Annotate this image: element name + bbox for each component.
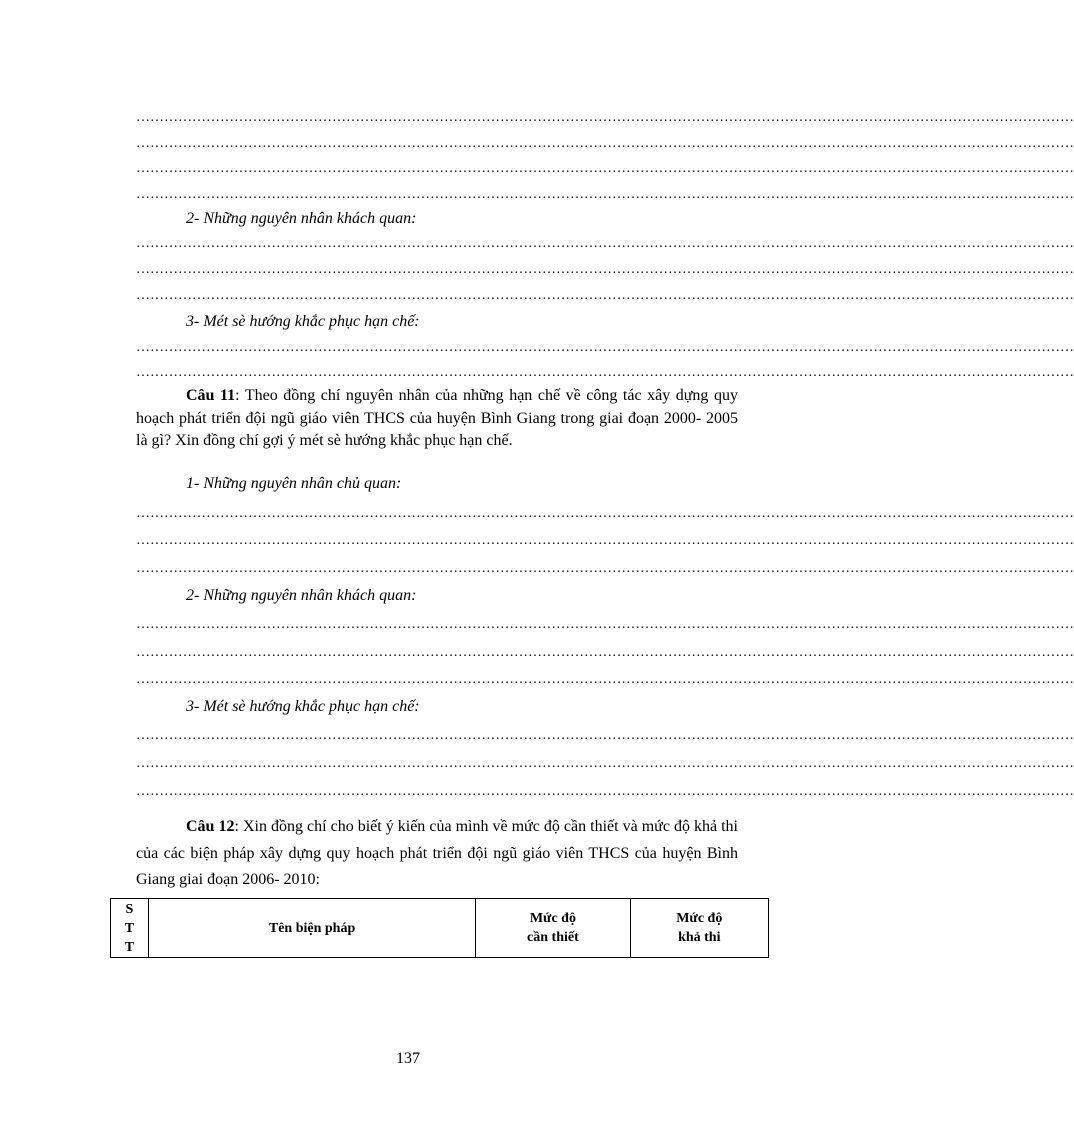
remedies-heading: 3- Mét sè hướng khắc phục hạn chế: [186, 698, 420, 715]
objective-causes-heading: 2- Những nguyên nhân khách quan: [186, 587, 417, 604]
question-11-label: Câu 11 [186, 387, 236, 404]
answer-line: ………………………………………………………………………………………………………………………………………………………………………………… [136, 617, 1074, 632]
page-number: 137 [396, 1050, 420, 1067]
remedies-heading: 3- Mét sè hướng khắc phục hạn chế: [186, 313, 420, 330]
answer-line: ………………………………………………………………………………………………………………………………………………………………………………… [136, 262, 1074, 277]
question-12 [136, 814, 738, 894]
header-measure-name: Tên biện pháp [148, 899, 475, 958]
answer-line: ………………………………………………………………………………………………………………………………………………………………………………… [136, 161, 1074, 176]
question-12-label: Câu 12 [186, 818, 235, 835]
answer-line: ………………………………………………………………………………………………………………………………………………………………………………… [136, 288, 1074, 303]
answer-line: ………………………………………………………………………………………………………………………………………………………………………………… [136, 645, 1074, 660]
header-necessity: Mức độ cần thiết [476, 899, 630, 958]
answer-line: ………………………………………………………………………………………………………………………………………………………………………………… [136, 533, 1074, 548]
header-stt: S T T [111, 899, 149, 958]
answer-line: ………………………………………………………………………………………………………………………………………………………………………………… [136, 136, 1074, 151]
answer-line: ………………………………………………………………………………………………………………………………………………………………………………… [136, 365, 1074, 380]
question-12-text: : Xin đồng chí cho biết ý kiến của mình về mức độ cần thiết và mức độ khả thi của các biện pháp xây dựng quy hoạch phát triển đội ngũ giáo viên THCS của huyện Bình Giang giai đoạn 2006- 2010: [136, 818, 739, 888]
answer-line: ………………………………………………………………………………………………………………………………………………………………………………… [136, 340, 1074, 355]
question-11-text: : Theo đồng chí nguyên nhân của những hạn chế về công tác xây dựng quy hoạch phát triển đội ngũ giáo viên THCS của huyện Bình Giang trong giai đoạn 2000- 2005 là gì? Xin đồng chí gợi ý mét sè hướng khắc phục hạn chế. [136, 387, 738, 449]
answer-line: ………………………………………………………………………………………………………………………………………………………………………………… [136, 110, 1074, 125]
answer-line: ………………………………………………………………………………………………………………………………………………………………………………… [136, 756, 1074, 771]
answer-line: ………………………………………………………………………………………………………………………………………………………………………………… [136, 506, 1074, 521]
subjective-causes-heading: 1- Những nguyên nhân chủ quan: [186, 475, 402, 492]
answer-line: ………………………………………………………………………………………………………………………………………………………………………………… [136, 561, 1074, 576]
header-feasibility: Mức độ khả thi [630, 899, 768, 958]
measures-table [110, 898, 769, 958]
answer-line: ………………………………………………………………………………………………………………………………………………………………………………… [136, 187, 1074, 202]
answer-line: ………………………………………………………………………………………………………………………………………………………………………………… [136, 784, 1074, 799]
answer-line: ………………………………………………………………………………………………………………………………………………………………………………… [136, 672, 1074, 687]
table-header-row [111, 899, 769, 958]
objective-causes-heading: 2- Những nguyên nhân khách quan: [186, 210, 417, 227]
question-11 [136, 385, 738, 453]
answer-line: ………………………………………………………………………………………………………………………………………………………………………………… [136, 728, 1074, 743]
answer-line: ………………………………………………………………………………………………………………………………………………………………………………… [136, 236, 1074, 251]
